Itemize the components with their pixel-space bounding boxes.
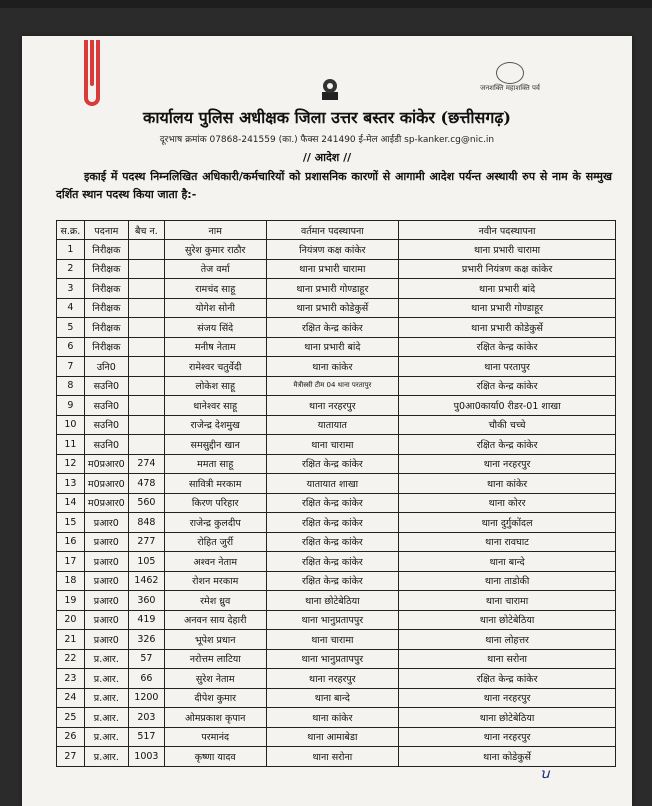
cell-current-posting: थाना आमाबेडा	[266, 727, 399, 747]
cell-current-posting: थाना भानुप्रतापपुर	[266, 610, 399, 630]
table-row	[57, 415, 616, 435]
cell-rank: प्रआर0	[84, 571, 128, 591]
cell-belt-number: 478	[128, 474, 164, 494]
cell-new-posting: थाना ताडोकी	[399, 571, 616, 591]
cell-name: संजय सिंदे	[164, 318, 266, 338]
table-row	[57, 513, 616, 533]
cell-new-posting: थाना छोटेबेठिया	[399, 610, 616, 630]
cell-belt-number: 848	[128, 513, 164, 533]
cell-serial: 1	[57, 240, 85, 260]
cell-belt-number: 277	[128, 532, 164, 552]
cell-name: ममता साहू	[164, 454, 266, 474]
cell-rank: प्र.आर.	[84, 688, 128, 708]
cell-name: सुरेश कुमार राठौर	[164, 240, 266, 260]
paper-clip-inner	[90, 40, 94, 86]
cell-current-posting: थाना छोटेबेठिया	[266, 591, 399, 611]
cell-rank: प्र.आर.	[84, 708, 128, 728]
header-serial: स.क्र.	[57, 221, 85, 240]
cell-current-posting: नियंत्रण कक्ष कांकेर	[266, 240, 399, 260]
department-logo-icon	[462, 62, 558, 98]
cell-rank: प्र.आर.	[84, 747, 128, 767]
cell-serial: 3	[57, 279, 85, 299]
cell-new-posting: थाना चारामा	[399, 591, 616, 611]
cell-belt-number: 203	[128, 708, 164, 728]
cell-serial: 23	[57, 669, 85, 689]
cell-current-posting: थाना नरहरपुर	[266, 669, 399, 689]
table-row	[57, 552, 616, 572]
cell-name: नरोत्तम लाटिया	[164, 649, 266, 669]
cell-name: सुरेश नेताम	[164, 669, 266, 689]
table-row	[57, 318, 616, 338]
table-row	[57, 591, 616, 611]
cell-serial: 14	[57, 493, 85, 513]
cell-name: रामेश्वर चतुर्वेदी	[164, 357, 266, 377]
cell-belt-number: 517	[128, 727, 164, 747]
cell-serial: 19	[57, 591, 85, 611]
cell-name: ओमप्रकाश कृपान	[164, 708, 266, 728]
viewer-top-bar	[0, 0, 652, 8]
cell-rank: निरीक्षक	[84, 318, 128, 338]
cell-rank: निरीक्षक	[84, 337, 128, 357]
cell-rank: प्रआर0	[84, 532, 128, 552]
cell-new-posting: थाना सरोना	[399, 649, 616, 669]
cell-new-posting: थाना नरहरपुर	[399, 727, 616, 747]
cell-belt-number	[128, 396, 164, 416]
table-row	[57, 240, 616, 260]
cell-current-posting: थाना प्रभारी बांदे	[266, 337, 399, 357]
cell-new-posting: रक्षित केन्द्र कांकेर	[399, 669, 616, 689]
header-belt-number: बैच न.	[128, 221, 164, 240]
cell-new-posting: थाना प्रभारी बांदे	[399, 279, 616, 299]
cell-rank: निरीक्षक	[84, 240, 128, 260]
table-row	[57, 474, 616, 494]
table-row	[57, 708, 616, 728]
cell-name: अश्वन नेताम	[164, 552, 266, 572]
cell-rank: निरीक्षक	[84, 279, 128, 299]
cell-name: रमेश ध्रुव	[164, 591, 266, 611]
cell-serial: 5	[57, 318, 85, 338]
table-row	[57, 454, 616, 474]
cell-name: भूपेश प्रधान	[164, 630, 266, 650]
table-row	[57, 727, 616, 747]
cell-belt-number: 560	[128, 493, 164, 513]
cell-name: लोकेश साहू	[164, 376, 266, 396]
cell-belt-number	[128, 279, 164, 299]
header-name: नाम	[164, 221, 266, 240]
cell-belt-number: 1462	[128, 571, 164, 591]
cell-name: परमानंद	[164, 727, 266, 747]
cell-serial: 24	[57, 688, 85, 708]
cell-rank: म0प्रआर0	[84, 454, 128, 474]
transfer-table	[56, 220, 616, 767]
cell-current-posting: थाना चारामा	[266, 435, 399, 455]
cell-new-posting: थाना कोडेकुर्से	[399, 747, 616, 767]
cell-belt-number	[128, 318, 164, 338]
cell-belt-number: 360	[128, 591, 164, 611]
table-row	[57, 337, 616, 357]
cell-serial: 21	[57, 630, 85, 650]
cell-name: रोशन मरकाम	[164, 571, 266, 591]
table-row	[57, 357, 616, 377]
cell-rank: उनि0	[84, 357, 128, 377]
cell-belt-number	[128, 435, 164, 455]
cell-new-posting: थाना कांकेर	[399, 474, 616, 494]
cell-rank: सउनि0	[84, 376, 128, 396]
cell-current-posting: थाना सरोना	[266, 747, 399, 767]
cell-belt-number: 1003	[128, 747, 164, 767]
cell-current-posting: थाना प्रभारी कोडेकुर्से	[266, 298, 399, 318]
table-row	[57, 669, 616, 689]
cell-current-posting: यातायात	[266, 415, 399, 435]
cell-rank: म0प्रआर0	[84, 474, 128, 494]
cell-name: रामचंद साहू	[164, 279, 266, 299]
table-row	[57, 747, 616, 767]
cell-rank: सउनि0	[84, 396, 128, 416]
cell-name: योगेश सोनी	[164, 298, 266, 318]
contact-line: दूरभाष क्रमांक 07868-241559 (का.) फैक्स 241490 ई-मेल आईडी sp-kanker.cg@nic.in	[159, 135, 495, 145]
cell-belt-number: 419	[128, 610, 164, 630]
cell-new-posting: थाना प्रभारी गोण्डाहूर	[399, 298, 616, 318]
cell-serial: 7	[57, 357, 85, 377]
table-row	[57, 435, 616, 455]
cell-rank: सउनि0	[84, 435, 128, 455]
cell-new-posting: थाना प्रभारी कोडेकुर्से	[399, 318, 616, 338]
table-row	[57, 298, 616, 318]
cell-current-posting: थाना कांकेर	[266, 708, 399, 728]
table-row	[57, 376, 616, 396]
cell-current-posting: यातायात शाखा	[266, 474, 399, 494]
cell-serial: 16	[57, 532, 85, 552]
cell-new-posting: थाना प्रभारी चारामा	[399, 240, 616, 260]
cell-rank: प्रआर0	[84, 610, 128, 630]
cell-new-posting: थाना छोटेबेठिया	[399, 708, 616, 728]
order-heading: // आदेश //	[302, 151, 352, 164]
cell-new-posting: थाना बान्दे	[399, 552, 616, 572]
cell-serial: 8	[57, 376, 85, 396]
cell-serial: 6	[57, 337, 85, 357]
cell-serial: 12	[57, 454, 85, 474]
cell-belt-number	[128, 376, 164, 396]
cell-name: अनवन साय देहारी	[164, 610, 266, 630]
cell-belt-number: 57	[128, 649, 164, 669]
cell-rank: प्र.आर.	[84, 649, 128, 669]
cell-rank: प्र.आर.	[84, 669, 128, 689]
cell-current-posting: थाना कांकेर	[266, 357, 399, 377]
office-title: कार्यालय पुलिस अधीक्षक जिला उत्तर बस्तर कांकेर (छत्तीसगढ़)	[143, 108, 511, 127]
cell-serial: 11	[57, 435, 85, 455]
cell-serial: 15	[57, 513, 85, 533]
cell-current-posting: रक्षित केन्द्र कांकेर	[266, 513, 399, 533]
cell-belt-number	[128, 337, 164, 357]
cell-serial: 9	[57, 396, 85, 416]
cell-serial: 2	[57, 259, 85, 279]
cell-belt-number	[128, 415, 164, 435]
cell-serial: 4	[57, 298, 85, 318]
cell-rank: प्रआर0	[84, 513, 128, 533]
cell-current-posting: रक्षित केन्द्र कांकेर	[266, 493, 399, 513]
cell-serial: 22	[57, 649, 85, 669]
table-row	[57, 630, 616, 650]
cell-rank: प्रआर0	[84, 591, 128, 611]
cell-new-posting: थाना नरहरपुर	[399, 688, 616, 708]
cell-name: मनीष नेताम	[164, 337, 266, 357]
table-row	[57, 610, 616, 630]
cell-new-posting: रक्षित केन्द्र कांकेर	[399, 376, 616, 396]
cell-current-posting: थाना नरहरपुर	[266, 396, 399, 416]
cell-current-posting: थाना भानुप्रतापपुर	[266, 649, 399, 669]
cell-new-posting: चौकी चच्चे	[399, 415, 616, 435]
cell-belt-number: 274	[128, 454, 164, 474]
table-row	[57, 532, 616, 552]
table-row	[57, 688, 616, 708]
cell-belt-number	[128, 298, 164, 318]
table-row	[57, 571, 616, 591]
cell-current-posting: रक्षित केन्द्र कांकेर	[266, 552, 399, 572]
cell-new-posting: थाना कोरर	[399, 493, 616, 513]
cell-serial: 25	[57, 708, 85, 728]
cell-name: तेज वर्मा	[164, 259, 266, 279]
cell-rank: म0प्रआर0	[84, 493, 128, 513]
cell-name: धानेश्वर साहू	[164, 396, 266, 416]
table-row	[57, 649, 616, 669]
cell-new-posting: प्रभारी नियंत्रण कक्ष कांकेर	[399, 259, 616, 279]
intro-paragraph: इकाई में पदस्थ निम्नलिखित अधिकारी/कर्मचारियों को प्रशासनिक कारणों से आगामी आदेश पर्यन्त अस्थायी रुप से नाम के सम्मुख दर्शित स्थान पदस्थ किया जाता है:-	[56, 170, 612, 201]
cell-belt-number	[128, 240, 164, 260]
cell-rank: निरीक्षक	[84, 259, 128, 279]
table-row	[57, 493, 616, 513]
cell-new-posting: थाना दुर्गुकोंदल	[399, 513, 616, 533]
cell-current-posting: थाना चारामा	[266, 630, 399, 650]
cell-belt-number: 66	[128, 669, 164, 689]
table-row	[57, 259, 616, 279]
cell-belt-number: 1200	[128, 688, 164, 708]
cell-rank: निरीक्षक	[84, 298, 128, 318]
cell-current-posting: रक्षित केन्द्र कांकेर	[266, 532, 399, 552]
cell-current-posting: रक्षित केन्द्र कांकेर	[266, 571, 399, 591]
logo-circle	[496, 62, 524, 84]
cell-serial: 13	[57, 474, 85, 494]
cell-name: कृष्णा यादव	[164, 747, 266, 767]
document-page	[22, 36, 632, 806]
state-emblem-icon	[314, 76, 346, 102]
table-row	[57, 279, 616, 299]
cell-new-posting: थाना परतापुर	[399, 357, 616, 377]
cell-belt-number: 105	[128, 552, 164, 572]
cell-belt-number	[128, 259, 164, 279]
cell-serial: 18	[57, 571, 85, 591]
cell-rank: सउनि0	[84, 415, 128, 435]
cell-name: दीपेश कुमार	[164, 688, 266, 708]
cell-belt-number: 326	[128, 630, 164, 650]
cell-current-posting: थाना बान्दे	[266, 688, 399, 708]
table-header-row	[57, 221, 616, 240]
cell-serial: 27	[57, 747, 85, 767]
cell-new-posting: थाना रावघाट	[399, 532, 616, 552]
cell-current-posting: थाना प्रभारी चारामा	[266, 259, 399, 279]
cell-current-posting: रक्षित केन्द्र कांकेर	[266, 454, 399, 474]
cell-serial: 10	[57, 415, 85, 435]
cell-serial: 17	[57, 552, 85, 572]
cell-name: रोहित जुर्री	[164, 532, 266, 552]
cell-current-posting: थाना प्रभारी गोण्डाहूर	[266, 279, 399, 299]
cell-new-posting: पु0आ0कार्या0 रीडर-01 शाखा	[399, 396, 616, 416]
cell-name: राजेन्द्र कुलदीप	[164, 513, 266, 533]
cell-name: समसुद्दीन खान	[164, 435, 266, 455]
header-current-posting: वर्तमान पदस्थापना	[266, 221, 399, 240]
cell-new-posting: रक्षित केन्द्र कांकेर	[399, 435, 616, 455]
cell-new-posting: थाना नरहरपुर	[399, 454, 616, 474]
cell-rank: प्रआर0	[84, 630, 128, 650]
signature-initial: ꭒ	[540, 766, 550, 782]
cell-name: सावित्री मरकाम	[164, 474, 266, 494]
cell-current-posting: मैत्रीस्सी टीम 04 थाना परतापुर	[266, 376, 399, 396]
cell-name: राजेन्द्र देशमुख	[164, 415, 266, 435]
table-body	[57, 240, 616, 767]
cell-rank: प्रआर0	[84, 552, 128, 572]
table-row	[57, 396, 616, 416]
cell-new-posting: रक्षित केन्द्र कांकेर	[399, 337, 616, 357]
cell-new-posting: थाना लोहत्तर	[399, 630, 616, 650]
cell-name: किरण परिहार	[164, 493, 266, 513]
cell-rank: प्र.आर.	[84, 727, 128, 747]
cell-serial: 20	[57, 610, 85, 630]
cell-serial: 26	[57, 727, 85, 747]
cell-current-posting: रक्षित केन्द्र कांकेर	[266, 318, 399, 338]
logo-tagline: जनशक्ति महाशक्ति पर्व	[480, 84, 540, 92]
header-new-posting: नवीन पदस्थापना	[399, 221, 616, 240]
header-rank: पदनाम	[84, 221, 128, 240]
cell-belt-number	[128, 357, 164, 377]
